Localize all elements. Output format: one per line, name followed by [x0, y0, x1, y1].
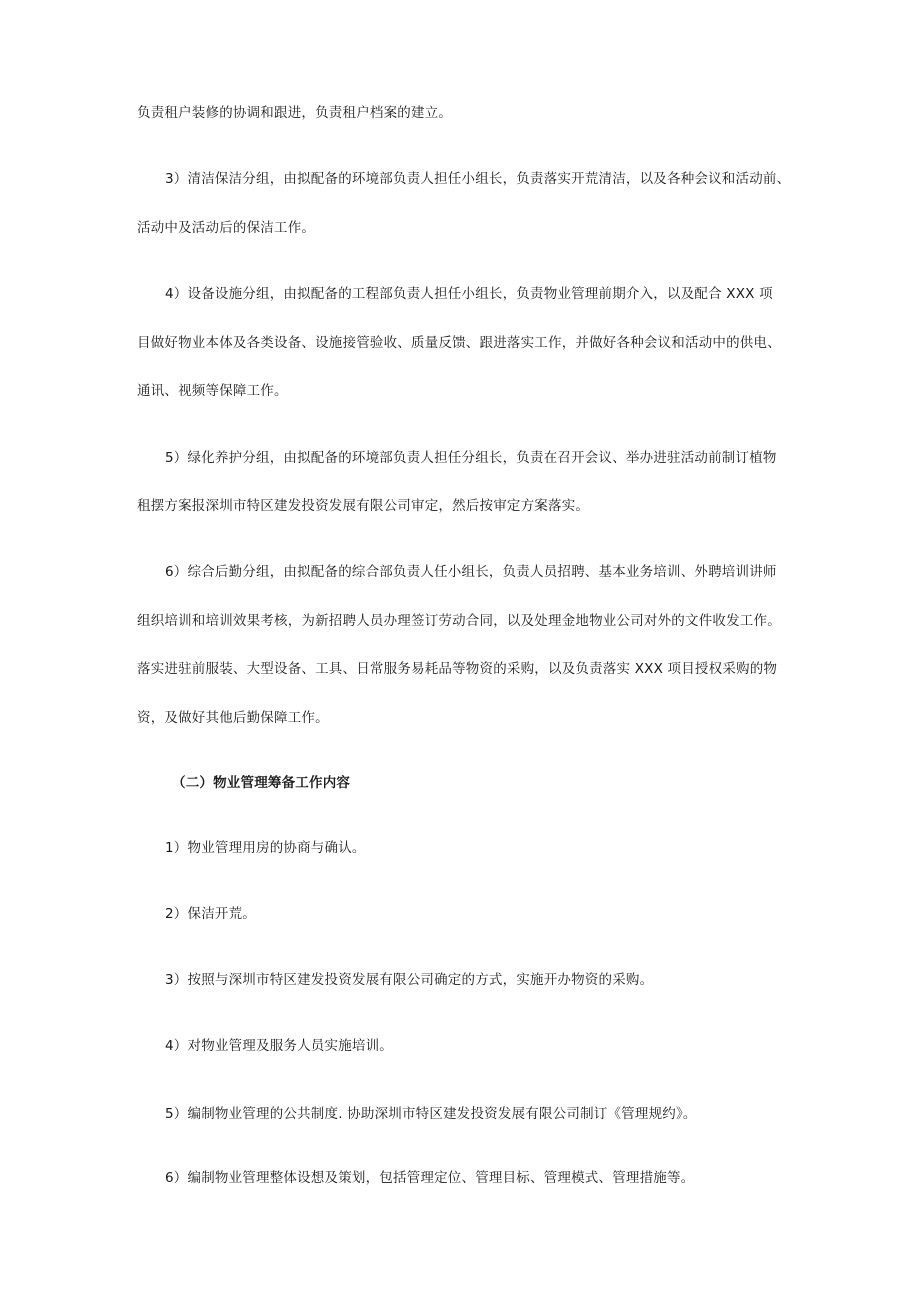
paragraph-line: 落实进驻前服装、大型设备、工具、日常服务易耗品等物资的采购，以及负责落实 XXX 项目授权采购的物	[137, 661, 778, 677]
section-heading: （二）物业管理筹备工作内容	[172, 775, 351, 791]
paragraph-line: 通讯、视频等保障工作。	[137, 383, 288, 399]
paragraph-line: 5）绿化养护分组，由拟配备的环境部负责人担任分组长，负责在召开会议、举办进驻活动前制订植物	[165, 450, 777, 466]
list-item: 5）编制物业管理的公共制度. 协助深圳市特区建发投资发展有限公司制订《管理规约》。	[165, 1106, 697, 1122]
paragraph-line: 活动中及活动后的保洁工作。	[137, 220, 316, 236]
paragraph-line: 资，及做好其他后勤保障工作。	[137, 710, 329, 726]
list-item: 4）对物业管理及服务人员实施培训。	[165, 1038, 393, 1054]
paragraph-line: 4）设备设施分组，由拟配备的工程部负责人担任小组长，负责物业管理前期介入，以及配合 XXX 项	[165, 286, 773, 302]
paragraph-line: 租摆方案报深圳市特区建发投资发展有限公司审定，然后按审定方案落实。	[137, 498, 590, 514]
list-item: 2）保洁开荒。	[165, 906, 256, 922]
paragraph-line: 组织培训和培训效果考核，为新招聘人员办理签订劳动合同，以及处理金地物业公司对外的文件收发工作。	[137, 613, 781, 629]
paragraph-line: 负责租户装修的协调和跟进，负责租户档案的建立。	[137, 105, 453, 121]
list-item: 3）按照与深圳市特区建发投资发展有限公司确定的方式，实施开办物资的采购。	[165, 972, 654, 988]
list-item: 1）物业管理用房的协商与确认。	[165, 840, 366, 856]
list-item: 6）编制物业管理整体设想及策划，包括管理定位、管理目标、管理模式、管理措施等。	[165, 1170, 695, 1186]
paragraph-line: 3）清洁保洁分组，由拟配备的环境部负责人担任小组长，负责落实开荒清洁，以及各种会议和活动前、	[165, 171, 791, 187]
paragraph-line: 目做好物业本体及各类设备、设施接管验收、质量反馈、跟进落实工作，并做好各种会议和活动中的供电、	[137, 335, 781, 351]
paragraph-line: 6）综合后勤分组，由拟配备的综合部负责人任小组长，负责人员招聘、基本业务培训、外聘培训讲师	[165, 564, 777, 580]
